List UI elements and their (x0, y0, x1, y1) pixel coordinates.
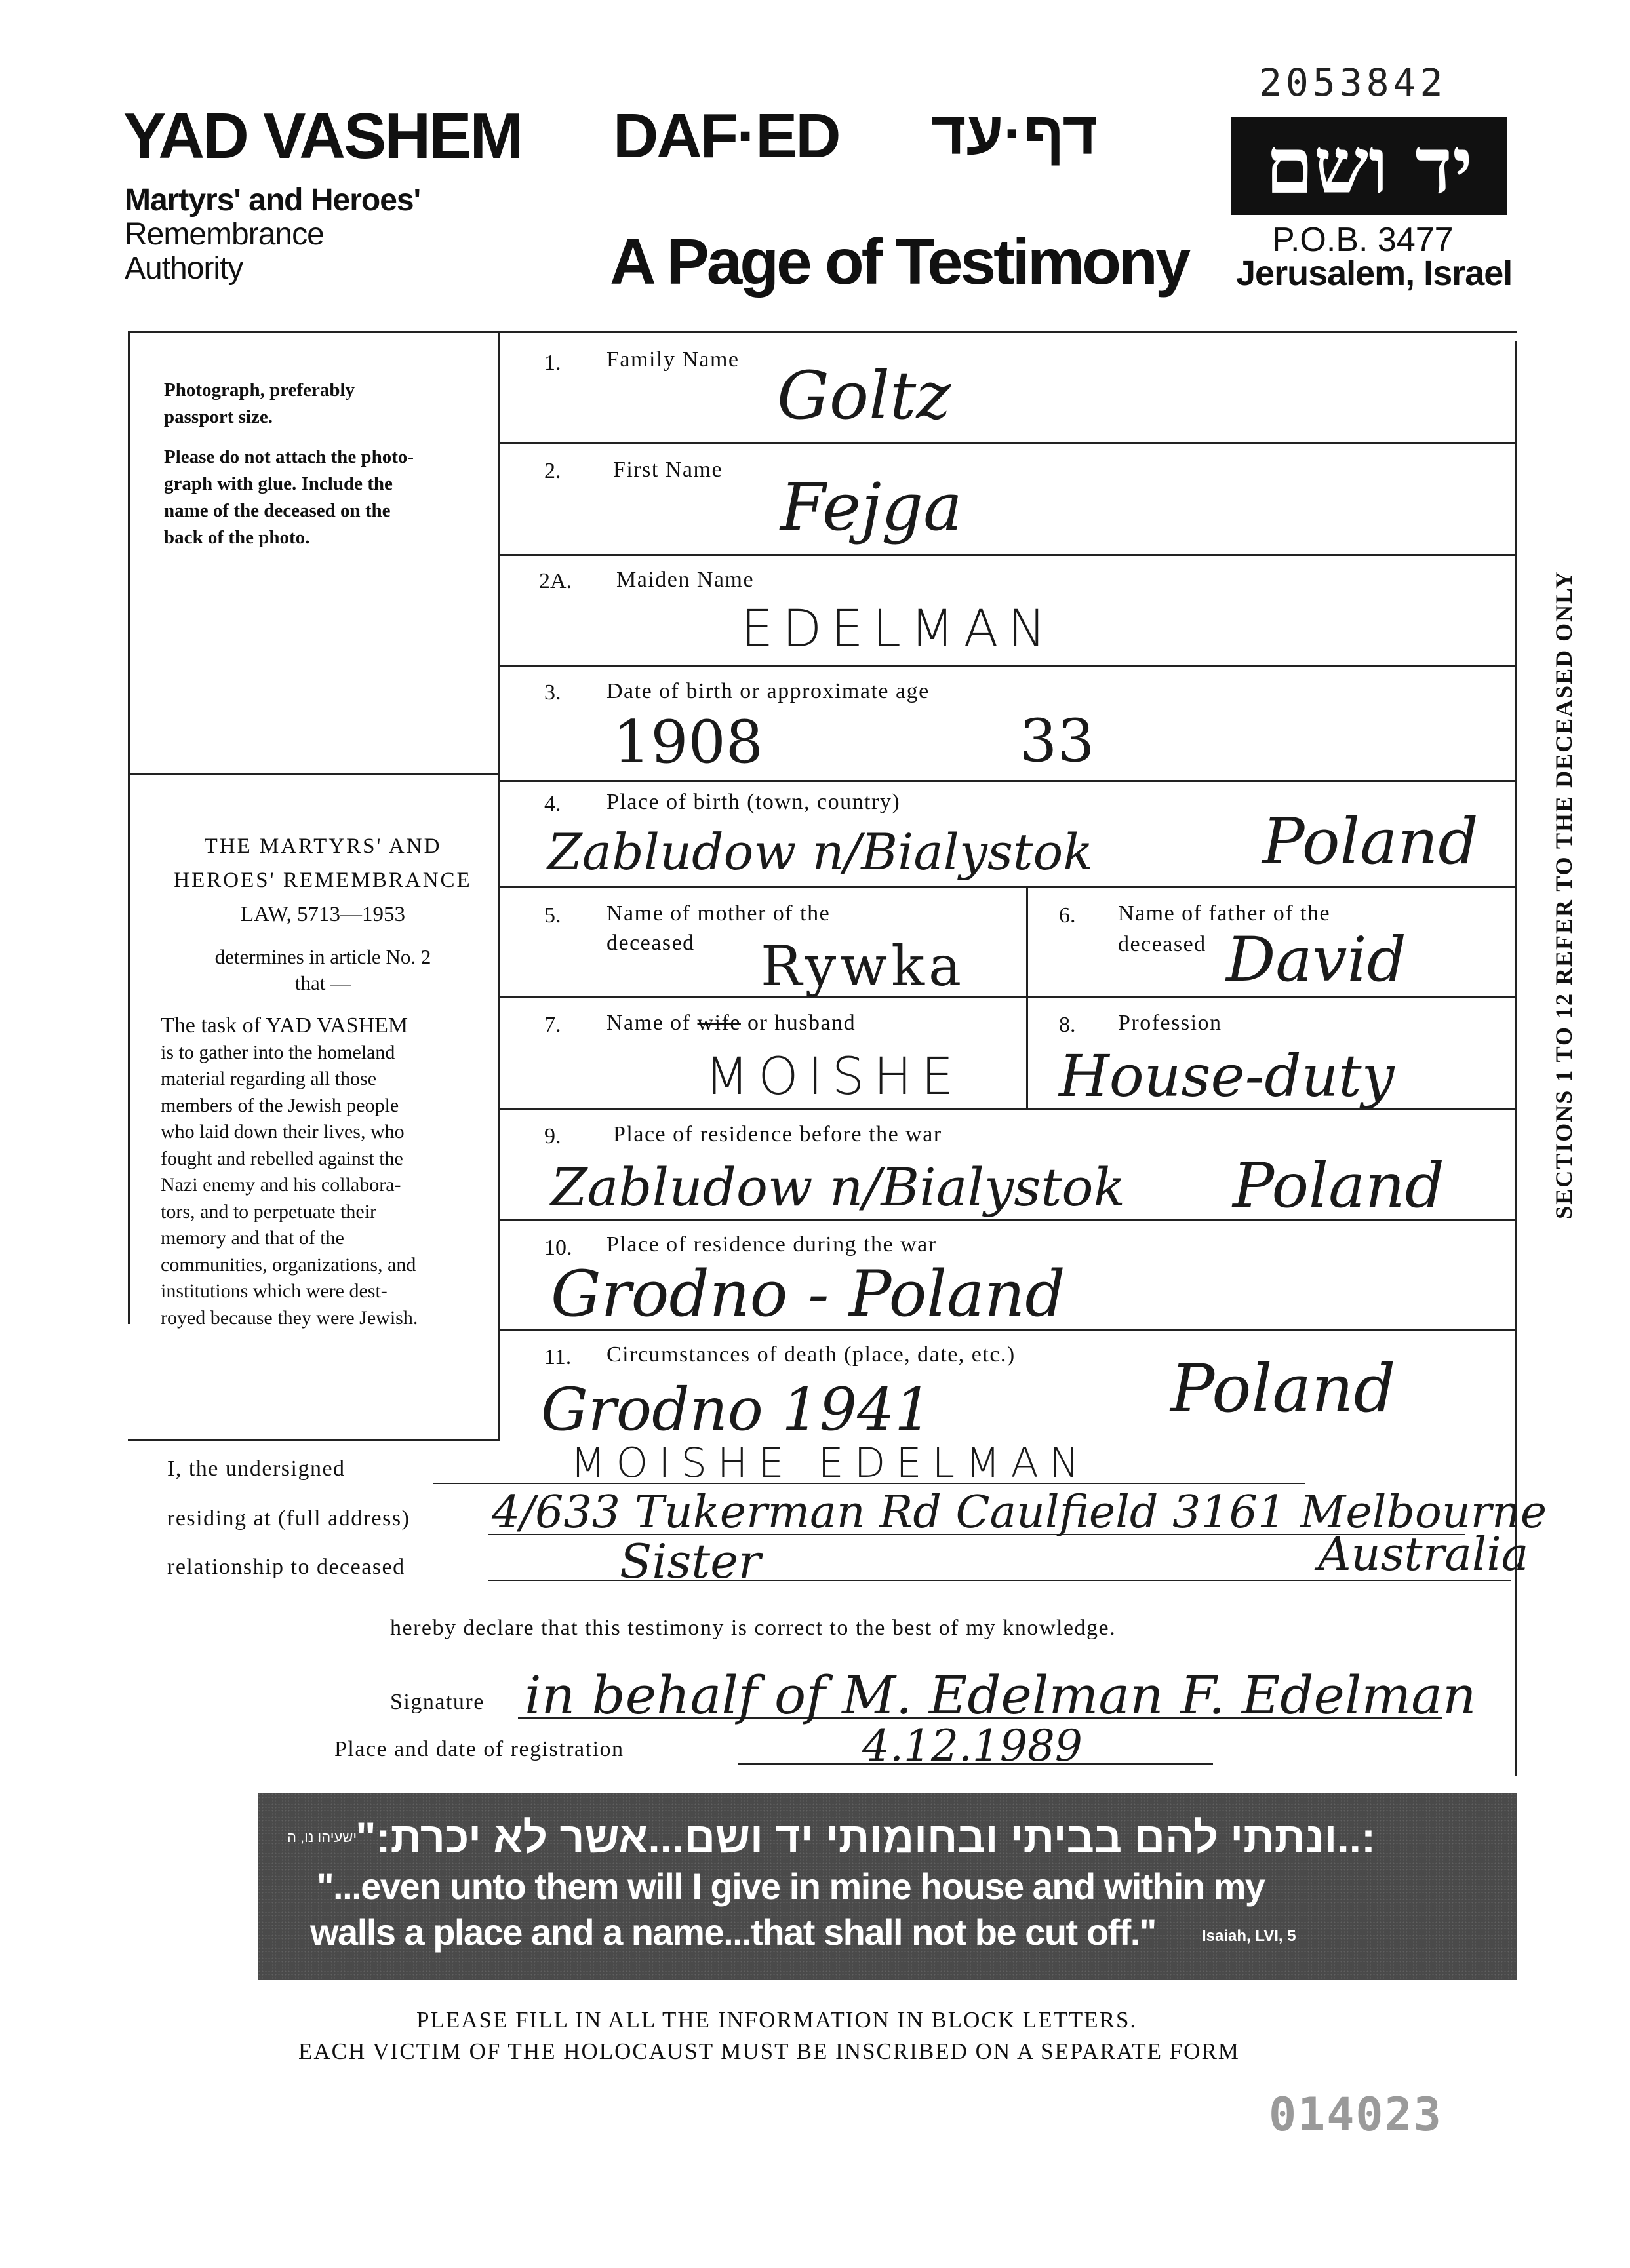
relationship-label: relationship to deceased (167, 1555, 405, 1579)
org-name: YAD VASHEM (123, 100, 522, 172)
field-6-label-2: deceased (1118, 932, 1206, 956)
field-rule (498, 996, 1515, 998)
birth-year-value[interactable]: 1908 (613, 708, 764, 777)
family-name-value[interactable]: Goltz (777, 357, 951, 434)
profession-value[interactable]: House-duty (1059, 1042, 1395, 1110)
yad-vashem-logo (1231, 117, 1507, 215)
city: Jerusalem, Israel (1236, 254, 1513, 293)
stamp-number: 014023 (1269, 2088, 1442, 2141)
age-value[interactable]: 33 (1020, 707, 1095, 775)
form-left-border (128, 331, 130, 1324)
law-determines (161, 944, 485, 996)
field-9-label: Place of residence before the war (613, 1122, 942, 1146)
field-7-number: 7. (544, 1013, 561, 1037)
document-number: 2053842 (1259, 60, 1447, 105)
field-7-label-struck: wife (697, 1011, 741, 1035)
page-title: A Page of Testimony (610, 225, 1189, 298)
field-11-number: 11. (544, 1345, 572, 1369)
org-subtitle-3: Authority (125, 251, 243, 286)
org-subtitle-1: Martyrs' and Heroes' (125, 183, 420, 218)
sidebar-bottom-rule (128, 1439, 500, 1441)
footer-line-1: PLEASE FILL IN ALL THE INFORMATION IN BLOCK LETTERS. (416, 2007, 1138, 2033)
field-4-number: 4. (544, 792, 561, 816)
first-name-value[interactable]: Fejga (780, 469, 963, 545)
field-1-label: Family Name (606, 347, 740, 372)
banner-line-2: walls a place and a name...that shall not be cut off." (310, 1911, 1156, 1953)
law-text (161, 1013, 485, 1331)
field-6-number: 6. (1059, 903, 1076, 928)
sections-side-note: SECTIONS 1 TO 12 REFER TO THE DECEASED ONLY (1551, 570, 1577, 1219)
death-circumstances-value[interactable]: Grodno 1941 (541, 1375, 932, 1444)
field-2a-number: 2A. (539, 569, 572, 593)
banner-line-1: "...even unto them will I give in mine house and within my (317, 1866, 1265, 1907)
daf-ed-hebrew: דף·עד (931, 100, 1098, 167)
footer-line-2: EACH VICTIM OF THE HOLOCAUST MUST BE INSCRIBED ON A SEPARATE FORM (298, 2039, 1240, 2064)
photo-instructions (164, 377, 485, 551)
law-text-line: members of the Jewish people (161, 1094, 399, 1116)
law-text-line: is to gather into the homeland (161, 1041, 395, 1063)
residence-before-value[interactable]: Zabludow n/Bialystok (551, 1157, 1126, 1218)
law-determines-1: determines in article No. 2 (214, 945, 431, 968)
field-2-number: 2. (544, 459, 561, 483)
law-text-line: communities, organizations, and (161, 1253, 416, 1276)
logo-hebrew-text: יד ושם (1265, 120, 1473, 211)
signature-label: Signature (390, 1690, 485, 1714)
banner-hebrew-quote: :..ונתתי להם בביתי ובחומותי יד ושם...אשר לא יכרת:" (355, 1813, 1376, 1862)
daf-ed-title: DAF·ED (613, 101, 839, 171)
maiden-name-value[interactable]: EDELMAN (741, 600, 1056, 659)
sidebar-photo-divider (128, 773, 498, 775)
field-11-label: Circumstances of death (place, date, etc.) (606, 1342, 1016, 1367)
law-text-line: royed because they were Jewish. (161, 1306, 418, 1329)
field-3-number: 3. (544, 680, 561, 705)
photo-note-4: back of the photo. (164, 527, 310, 548)
field-2-label: First Name (613, 458, 723, 482)
photo-note-1: Please do not attach the photo- (164, 446, 414, 467)
father-name-value[interactable]: David (1226, 924, 1406, 996)
mother-name-value[interactable]: Rywka (761, 934, 966, 998)
photo-note-2: graph with glue. Include the (164, 473, 393, 494)
birth-place-value[interactable]: Zabludow n/Bialystok (547, 823, 1094, 881)
undersigned-label: I, the undersigned (167, 1457, 346, 1481)
law-section (161, 829, 485, 931)
field-5-label-1: Name of mother of the (606, 901, 831, 926)
photo-title-2: passport size. (164, 406, 273, 427)
law-title-3: LAW, 5713—1953 (241, 903, 405, 926)
banner-hebrew-ref: ישעיהו נו, ה (287, 1829, 357, 1845)
address-value[interactable]: 4/633 Tukerman Rd Caulfield 3161 Melbourne (492, 1487, 1547, 1538)
residence-before-country[interactable]: Poland (1233, 1150, 1444, 1222)
address-label: residing at (full address) (167, 1506, 410, 1531)
banner-ref: Isaiah, LVI, 5 (1202, 1927, 1296, 1945)
law-text-line: Nazi enemy and his collabora- (161, 1174, 401, 1196)
field-rule (498, 780, 1515, 782)
field-8-number: 8. (1059, 1013, 1076, 1037)
law-title-2: HEROES' REMEMBRANCE (174, 869, 472, 892)
field-rule (498, 554, 1515, 556)
field-rule (498, 886, 1515, 888)
field-4-label: Place of birth (town, country) (606, 790, 901, 814)
quote-banner (258, 1793, 1517, 1980)
undersigned-value[interactable]: MOISHE EDELMAN (570, 1439, 1090, 1487)
field-9-number: 9. (544, 1124, 561, 1148)
law-text-line: institutions which were dest- (161, 1280, 388, 1302)
photo-title-1: Photograph, preferably (164, 380, 355, 401)
field-7-label-pre: Name of (606, 1011, 691, 1035)
birth-country-value[interactable]: Poland (1262, 805, 1479, 878)
death-country-value[interactable]: Poland (1170, 1350, 1396, 1427)
field-rule (498, 442, 1515, 444)
field-rule (498, 665, 1515, 667)
field-3-label: Date of birth or approximate age (606, 679, 930, 703)
law-text-line: tors, and to perpetuate their (161, 1200, 377, 1222)
address-value-2[interactable]: Australia (1318, 1527, 1529, 1581)
field-5-label-2: deceased (606, 931, 695, 955)
field-2a-label: Maiden Name (616, 568, 755, 592)
law-text-line: who laid down their lives, who (161, 1121, 405, 1143)
field-8-label: Profession (1118, 1011, 1222, 1035)
sidebar-divider (498, 331, 500, 1439)
field-1-number: 1. (544, 351, 561, 375)
form-top-border (128, 331, 1517, 333)
org-subtitle-2: Remembrance (125, 217, 324, 252)
signature-value[interactable]: in behalf of M. Edelman F. Edelman (525, 1665, 1477, 1726)
law-title-1: THE MARTYRS' AND (204, 834, 442, 858)
field-10-label: Place of residence during the war (606, 1232, 937, 1257)
declaration-text: hereby declare that this testimony is correct to the best of my knowledge. (390, 1616, 1117, 1640)
field-5-number: 5. (544, 903, 561, 928)
law-text-line: fought and rebelled against the (161, 1147, 403, 1169)
field-10-number: 10. (544, 1236, 572, 1260)
field-6-label-1: Name of father of the (1118, 901, 1331, 926)
place-date-label: Place and date of registration (334, 1737, 624, 1761)
place-date-value[interactable]: 4.12.1989 (862, 1721, 1083, 1771)
law-text-line: material regarding all those (161, 1068, 377, 1089)
relationship-value[interactable]: Sister (620, 1534, 761, 1589)
law-text-line: memory and that of the (161, 1227, 344, 1249)
field-7-label-post: or husband (747, 1011, 856, 1035)
residence-during-value[interactable]: Grodno - Poland (551, 1257, 1065, 1331)
po-box: P.O.B. 3477 (1272, 221, 1454, 259)
spouse-name-value[interactable]: MOISHE (705, 1047, 963, 1106)
field-col-divider (1026, 886, 1028, 1108)
field-7-label (606, 1011, 856, 1036)
photo-note-3: name of the deceased on the (164, 500, 391, 521)
law-text-line: The task of YAD VASHEM (161, 1013, 408, 1038)
law-determines-2: that — (294, 971, 351, 994)
